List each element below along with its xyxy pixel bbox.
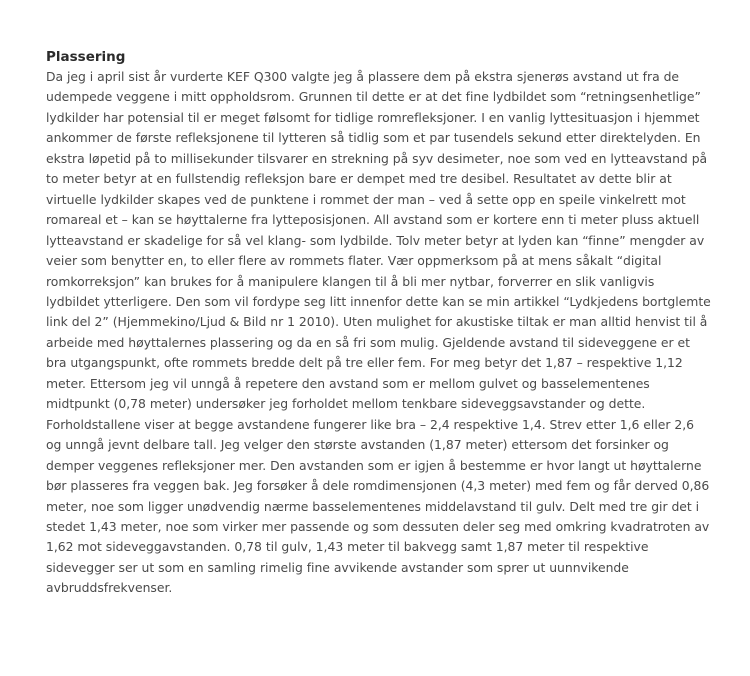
- section-heading: Plassering: [46, 49, 126, 65]
- article-section: [46, 47, 711, 599]
- article-body-paragraph: Da jeg i april sist år vurderte KEF Q300 valgte jeg å plassere dem på ekstra sjenerøs avstand ut fra de udempede veggene i mitt oppholdsrom. Grunnen til dette er at det fine lydbildet som “retningsenhetlige” lydkilder har potensial til er meget følsomt for tidlige romrefleksjoner. I en vanlig lyttesituasjon i hjemmet ankommer de første refleksjonene til lytteren så tidlig som et par tusendels sekund etter direktelyden. En ekstra løpetid på to millisekunder tilsvarer en strekning på syv desimeter, noe som ved en lytteavstand på to meter betyr at en fullstendig refleksjon bare er dempet med tre desibel. Resultatet av dette blir at virtuelle lydkilder skapes ved de punktene i rommet der man – ved å sette opp en speile vinkelrett mot romareal et – kan se høyttalerne fra lytteposisjonen. All avstand som er kortere enn ti meter pluss aktuell lytteavstand er skadelige for så vel klang- som lydbilde. Tolv meter betyr at lyden kan “finne” mengder av veier som benytter en, to eller flere av rommets flater. Vær oppmerksom på at mens såkalt “digital romkorreksjon” kan brukes for å manipulere klangen til å bli mer nytbar, forverrer en slik vanligvis lydbildet ytterligere. Den som vil fordype seg litt innenfor dette kan se min artikkel “Lydkjedens bortglemte link del 2” (Hjemmekino/Ljud & Bild nr 1 2010). Uten mulighet for akustiske tiltak er man alltid henvist til å arbeide med høyttalernes plassering og da en så fri som mulig. Gjeldende avstand til sideveggene er et bra utgangspunkt, ofte rommets bredde delt på tre eller fem. For meg betyr det 1,87 – respektive 1,12 meter. Ettersom jeg vil unngå å repetere den avstand som er mellom gulvet og basselementenes midtpunkt (0,78 meter) undersøker jeg forholdet mellom tenkbare sideveggsavstander og dette. Forholdstallene viser at begge avstandene fungerer like bra – 2,4 respektive 1,4. Strev etter 1,6 eller 2,6 og unngå jevnt delbare tall. Jeg velger den største avstanden (1,87 meter) ettersom det forsinker og demper veggenes refleksjoner mer. Den avstanden som er igjen å bestemme er hvor langt ut høyttalerne bør plasseres fra veggen bak. Jeg forsøker å dele romdimensjonen (4,3 meter) med fem og får derved 0,86 meter, noe som ligger unødvendig nærme basselementenes middelavstand til gulv. Delt med tre gir det i stedet 1,43 meter, noe som virker mer passende og som dessuten deler seg med omkring kvadratroten av 1,62 mot sideveggavstanden. 0,78 til gulv, 1,43 meter til bakvegg samt 1,87 meter til respektive sidevegger ser ut som en samling rimelig fine avvikende avstander som sprer ut uunnvikende avbruddsfrekvenser.: [46, 69, 711, 596]
